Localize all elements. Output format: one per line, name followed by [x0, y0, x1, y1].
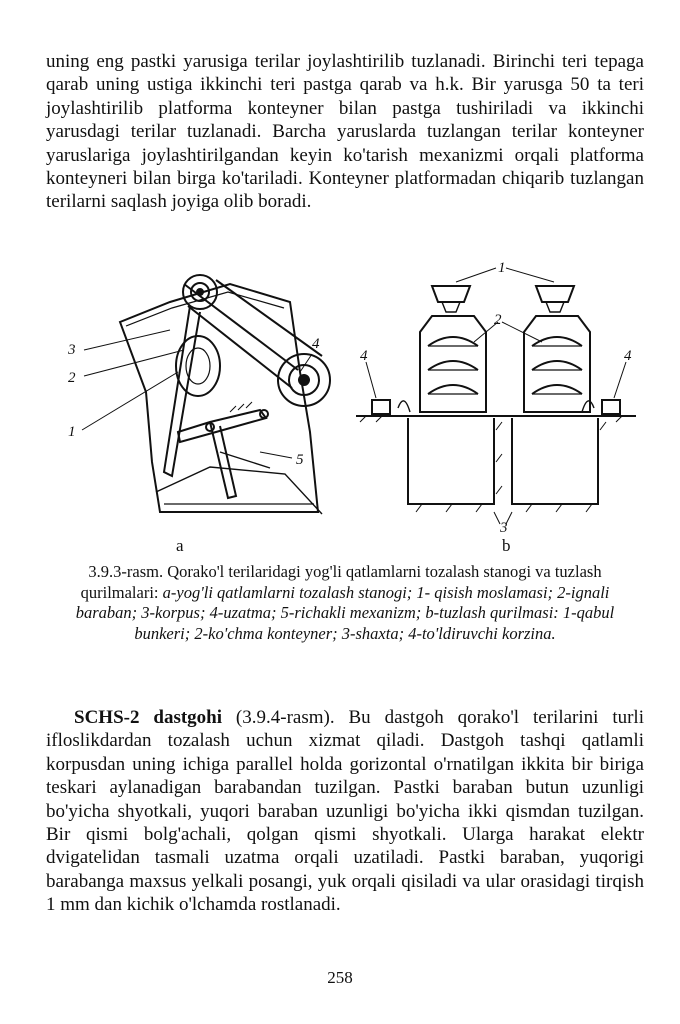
- paragraph-2-heading: SCHS-2 dastgohi: [74, 707, 223, 728]
- label-a-4: 4: [312, 336, 320, 352]
- label-a-3: 3: [68, 342, 76, 358]
- label-a-2: 2: [68, 370, 76, 386]
- label-a-1: 1: [68, 424, 76, 440]
- figure-b-salting-device-drawing: [346, 260, 646, 536]
- paragraph-1: uning eng pastki yarusiga terilar joylashtirilib tuzlanadi. Birinchi teri tepaga qarab uning ustiga ikkinchi teri pastga qarab va h.k. Bir yarusga 50 ta teri joylashtirilib platforma konteyner bilan pastga tushiriladi va ikkinchi yarusdagi terilar tuzlanadi. Barcha yaruslarda tuzlangan terilar konteyner yaruslariga joylashtirilgandan keyin ko'tarish mexanizmi orqali platforma konteyneri bilan birga ko'tariladi. Konteyner platformadan chiqarib tuzlangan terilarni saqlash joyiga olib boradi.: [46, 51, 644, 213]
- figure-3-9-3: [46, 262, 644, 552]
- label-b-1: 1: [498, 260, 506, 276]
- label-b-4-right: 4: [624, 348, 632, 364]
- figure-sublabel-a: a: [176, 536, 184, 555]
- figure-caption: [60, 562, 630, 644]
- page-number: 258: [327, 968, 353, 987]
- label-a-5: 5: [296, 452, 304, 468]
- label-b-3: 3: [500, 520, 508, 536]
- paragraph-2-text: (3.9.4-rasm). Bu dastgoh qorako'l terilarini turli ifloslikdardan tozalash uchun xizmat qiladi. Dastgoh tashqi qatlamli korpusdan uning ichiga parallel holda gorizontal o'rnatilgan ikkita bir biriga teskari aylanadigan barabandan tuzilgan. Pastki baraban butun uzunligi bo'yicha shyotkali, yuqori baraban uzunligi bo'yicha ikki qismdan tuzilgan. Bir qismi bolg'achali, qolgan qismi shyotkali. Ularga harakat elektr dvigatelidan tasmali uzatma orqali uzatiladi. Pastki baraban, yuqorigi barabanga maxsus yelkali posangi, yuk orqali qisiladi va ular orasidagi tirqish 1 mm dan kichik o'lchamda rostlanadi.: [46, 707, 644, 916]
- paragraph-2: [46, 706, 644, 917]
- label-b-4-left: 4: [360, 348, 368, 364]
- figure-sublabel-b: b: [502, 536, 511, 555]
- figure-a-machine-drawing: [60, 262, 360, 532]
- caption-lead: 3.9.3-rasm. Qorako'l terilaridagi yog'li qatlamlarni tozalash stanogi va tuzlash qurilmalari:: [80, 562, 602, 602]
- label-b-2: 2: [494, 312, 502, 328]
- caption-italic: a-yog'li qatlamlarni tozalash stanogi; 1- qisish moslamasi; 2-ignali baraban; 3-korpus; 4-uzatma; 5-richakli mexanizm; b-tuzlash qurilmasi: 1-qabul bunkeri; 2-ko'chma konteyner; 3-shaxta; 4-to'ldiruvchi korzina.: [75, 582, 615, 643]
